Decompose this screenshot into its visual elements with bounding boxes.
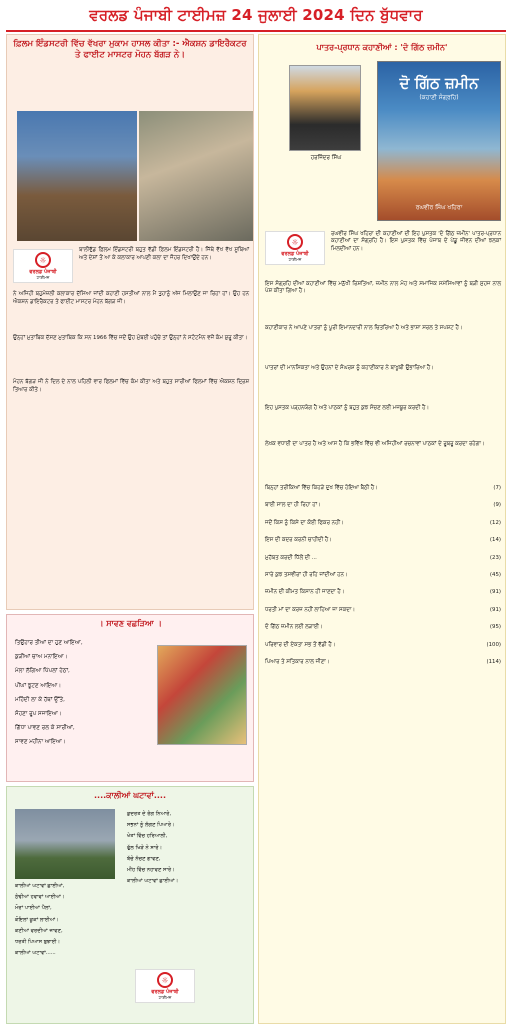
clouds-right-text <box>127 811 247 889</box>
masthead-title: ਵਰਲਡ ਪੰਜਾਬੀ ਟਾਈਮਜ਼ 24 ਜੁਲਾਈ 2024 ਦਿਨ ਬੁੱਧਵਾਰ <box>89 6 423 24</box>
quote-list-item <box>265 555 501 562</box>
masthead-rule <box>6 30 506 32</box>
poem-line: ਕੁੜੀਆਂ ਚਾਅ ਮਨਾਇਆ। <box>15 654 68 661</box>
publisher-logo-sub: ਟਾਈਮਜ਼ <box>288 257 302 262</box>
clouds-title: ....ਕਾਲੀਆਂ ਘਟਾਵਾਂ.... <box>93 791 167 800</box>
quote-list-text: ਧਰਤੀ ਮਾਂ ਦਾ ਕਰਜ਼ ਨਹੀਂ ਲਾਹਿਆ ਜਾ ਸਕਦਾ। <box>265 606 355 613</box>
clouds-line: ਮੀਂਹ ਵਿੱਚ ਨਹਾਵਣ ਸਾਰੇ। <box>127 867 175 874</box>
clouds-section <box>6 786 254 1024</box>
publisher-logo-bottom <box>135 969 195 1003</box>
book-cover <box>377 61 501 221</box>
quote-list-text: ਬਾਈ ਸਾਲ ਦਾ ਹੀ ਰਿਹਾ ਹਾਂ। <box>265 502 321 509</box>
quote-list-text: ਬਿਨ੍ਹਾਂ ਤਰੀਕਿਆਂ ਵਿੱਚ ਕਿਹੜੇ ਦੁਖ ਵਿੱਚ ਹੋਇਆ ਬੈਠੀ ਹੈ। <box>265 485 378 491</box>
right-column-headline: ਪਾਤਰ-ਪ੍ਰਧਾਨ ਕਹਾਣੀਆਂ : 'ਦੋ ਗਿੱਠ ਜ਼ਮੀਨ' <box>316 43 448 52</box>
quote-list-item <box>265 642 501 649</box>
poem-line: ਸਾਵਣ ਮਹੀਨਾ ਆਇਆ। <box>15 739 66 746</box>
quote-list-number: (45) <box>489 572 501 579</box>
publisher-logo-title: ਵਰਲਡ ਪੰਜਾਬੀ <box>151 989 179 995</box>
publisher-logo <box>13 249 73 283</box>
publisher-logo-title: ਵਰਲਡ ਪੰਜਾਬੀ <box>29 269 57 275</box>
poem-title: । ਸਾਵਣ ਵਛੜਿਆ । <box>98 619 162 628</box>
poem-illustration <box>157 645 247 745</box>
quote-list-number: (91) <box>489 606 501 613</box>
publisher-logo-title: ਵਰਲਡ ਪੰਜਾਬੀ <box>281 251 309 257</box>
masthead <box>0 0 512 30</box>
clouds-line: ਕੋਇਲਾਂ ਕੂਕਾਂ ਲਾਈਆਂ। <box>15 916 59 923</box>
poem-line: ਗਿੱਧਾ ਪਾਵਣ ਰਲ ਕੇ ਸਾਰੀਆਂ, <box>15 725 75 732</box>
quote-list-number: (12) <box>489 519 501 526</box>
clouds-line: ਕਣੀਆਂ ਵਰਦੀਆਂ ਜਾਵਣ, <box>15 927 63 934</box>
left-article-para-2: ਨੇ ਅਜਿਹੀ ਬਹੁਮੰਜ਼ਲੀ ਕਲਾਕਾਰ ਦੱਸਿਆ ਜਾਂਦੀ ਕਹਾਣੀ ਹਸਤੀਆਂ ਨਾਲ ਮੈਂ ਤੁਹਾਨੂੰ ਅੱਜ ਮਿਲਾਉਣ ਜਾ ਰਿਹਾ ਹਾਂ। ਉਹ ਹਨ ਐਕਸ਼ਨ ਡਾਇਰੈਕਟਰ ਤੇ ਫਾਈਟ ਮਾਸਟਰ ਮੋਹਨ ਬੱਗੜ ਜੀ। <box>13 291 249 305</box>
quote-list-number: (23) <box>489 554 501 561</box>
quote-list-item <box>265 572 501 579</box>
right-para-6: ਲੇਖਕ ਵਧਾਈ ਦਾ ਪਾਤਰ ਹੈ ਅਤੇ ਆਸ ਹੈ ਕਿ ਭਵਿੱਖ ਵਿੱਚ ਵੀ ਅਜਿਹੀਆਂ ਰਚਨਾਵਾਂ ਪਾਠਕਾਂ ਦੇ ਰੂਬਰੂ ਕਰਦਾ ਰਹੇਗਾ। <box>265 441 485 447</box>
left-article-para-3: ਉਨ੍ਹਾਂ ਮੁਤਾਬਿਕ ਦੱਸਣ ਮੁਤਾਬਿਕ ਕਿ ਸਨ 1966 ਵਿੱਚ ਜਦੋਂ ਉਹ ਮੁੰਬਈ ਪਹੁੰਚੇ ਤਾਂ ਉਨ੍ਹਾਂ ਨੇ ਸਟੰਟਮੈਨ ਵਜੋਂ ਕੰਮ ਸ਼ੁਰੂ ਕੀਤਾ। <box>13 335 248 341</box>
right-para-2: ਇਸ ਸੰਗ੍ਰਹਿ ਦੀਆਂ ਕਹਾਣੀਆਂ ਵਿੱਚ ਮਨੁੱਖੀ ਰਿਸ਼ਤਿਆਂ, ਜ਼ਮੀਨ ਨਾਲ ਮੋਹ ਅਤੇ ਸਮਾਜਿਕ ਸਮੱਸਿਆਵਾਂ ਨੂੰ ਬੜੀ ਸੁਹਜ ਨਾਲ ਪੇਸ਼ ਕੀਤਾ ਗਿਆ ਹੈ। <box>265 281 501 295</box>
left-article-headline: ਫ਼ਿਲਮ ਇੰਡਸਟਰੀ ਵਿੱਚ ਵੱਖਰਾ ਮੁਕਾਮ ਹਾਸਲ ਕੀਤਾ :- ਐਕਸ਼ਨ ਡਾਇਰੈਕਟਰ ਤੇ ਫਾਈਟ ਮਾਸਟਰ ਮੋਹਨ ਬੱਗੜ ਨੇ। <box>13 39 247 60</box>
left-article <box>6 34 254 610</box>
quote-list-item <box>265 502 501 509</box>
clouds-line: ਕਾਲੀਆਂ ਘਟਾਵਾਂ ਛਾਈਆਂ, <box>15 883 65 889</box>
book-author: ਰਘਵੀਰ ਸਿੰਘ ਖਹਿਰਾ <box>415 204 463 211</box>
quote-list-number: (114) <box>486 659 501 666</box>
poem-line: ਪੀਂਘਾਂ ਝੂਟਣ ਆਇਆ। <box>15 682 62 689</box>
poem-line: ਮੇਲਾ ਲੱਗਿਆ ਪਿੱਪਲਾਂ ਹੇਠਾਂ, <box>15 668 70 675</box>
quote-list-number: (100) <box>486 641 501 648</box>
right-para-1: ਰਘਵੀਰ ਸਿੰਘ ਖਹਿਰਾ ਦੀ ਕਹਾਣੀਆਂ ਦੀ ਇਹ ਪੁਸਤਕ 'ਦੋ ਗਿੱਠ ਜ਼ਮੀਨ' ਪਾਤਰ-ਪ੍ਰਧਾਨ ਕਹਾਣੀਆਂ ਦਾ ਸੰਗ੍ਰਹਿ ਹੈ। ਇਸ ਪੁਸਤਕ ਵਿੱਚ ਪੰਜਾਬ ਦੇ ਪੇਂਡੂ ਜੀਵਨ ਦੀਆਂ ਝਲਕਾਂ ਮਿਲਦੀਆਂ ਹਨ। <box>331 231 501 252</box>
quote-list-item <box>265 659 501 666</box>
clouds-line: ਮੋਰਾਂ ਪਾਈਆਂ ਪੈਲਾਂ, <box>15 905 52 912</box>
portrait-photo <box>17 111 137 241</box>
quote-list-number: (95) <box>489 624 501 631</box>
quote-list-item <box>265 624 501 631</box>
quote-list-number: (9) <box>493 502 501 509</box>
clouds-line: ਖੇਤਾਂ ਵਿੱਚ ਹਰਿਆਲੀ, <box>127 833 168 840</box>
quote-list-number: (91) <box>489 589 501 596</box>
poem-line: ਤਿਉਹਾਰ ਤੀਆਂ ਦਾ ਹੁਣ ਆਇਆ, <box>15 640 83 646</box>
clouds-line: ਫੁੱਲ ਖਿੜੇ ਨੇ ਸਾਰੇ। <box>127 844 163 851</box>
publisher-logo-sub: ਟਾਈਮਜ਼ <box>158 995 172 1000</box>
quote-list-item <box>265 607 501 614</box>
publisher-logo-icon: ☼ <box>157 972 173 988</box>
publisher-logo-right <box>265 231 325 265</box>
quote-list-text: ਇਸ ਦੀ ਕਦਰ ਕਰਨੀ ਚਾਹੀਦੀ ਹੈ। <box>265 537 332 544</box>
quote-list-item <box>265 485 501 492</box>
collage-photo <box>139 111 253 241</box>
clouds-left-text <box>15 883 115 961</box>
quote-list-text: ਜ਼ਮੀਨ ਦੀ ਕੀਮਤ ਕਿਸਾਨ ਹੀ ਜਾਣਦਾ ਹੈ। <box>265 589 345 596</box>
quote-list-item <box>265 537 501 544</box>
quote-list-text: ਪਿਆਰ ਤੇ ਸਤਿਕਾਰ ਨਾਲ ਜੀਣਾ। <box>265 659 330 666</box>
clouds-line: ਸਭਨਾਂ ਨੂੰ ਲੱਗਣ ਪਿਆਰੇ। <box>127 822 175 829</box>
clouds-line: ਕਾਲੀਆਂ ਘਟਾਵਾਂ...... <box>15 950 56 957</box>
publisher-logo-icon: ☼ <box>287 234 303 250</box>
quote-list-text: ਪਰਿਵਾਰ ਦੀ ਏਕਤਾ ਸਭ ਤੋਂ ਵੱਡੀ ਹੈ। <box>265 641 336 648</box>
book-subtitle: (ਕਹਾਣੀ ਸੰਗ੍ਰਹਿ) <box>419 94 459 101</box>
left-article-para-1: ਬਾਲੀਵੁੱਡ ਫ਼ਿਲਮ ਇੰਡਸਟਰੀ ਬਹੁਤ ਵੱਡੀ ਫ਼ਿਲਮ ਇੰਡਸਟਰੀ ਹੈ। ਜਿੱਥੇ ਵੱਖ ਵੱਖ ਸੂਬਿਆਂ ਅਤੇ ਦੇਸ਼ਾਂ ਤੋਂ ਆ ਕੇ ਕਲਾਕਾਰ ਆਪਣੀ ਕਲਾ ਦਾ ਜੌਹਰ ਦਿਖਾਉਂਦੇ ਹਨ। <box>79 247 249 261</box>
clouds-photo <box>15 809 115 879</box>
author-photo <box>289 65 361 151</box>
quote-list-text: ਸਾਰੇ ਕੁਝ ਤਸਵੀਰਾਂ ਹੀ ਰਹਿ ਜਾਂਦੀਆਂ ਹਨ। <box>265 572 348 579</box>
book-title: ਦੋ ਗਿੱਠ ਜ਼ਮੀਨ <box>399 74 479 92</box>
right-column <box>258 34 506 1024</box>
poem-line: ਸੋਹਣਾ ਰੂਪ ਸਜਾਇਆ। <box>15 711 62 718</box>
poem-text <box>15 639 145 753</box>
quote-list-item <box>265 520 501 527</box>
clouds-line: ਕੁਦਰਤ ਦੇ ਰੰਗ ਨਿਆਰੇ, <box>127 811 172 817</box>
clouds-line: ਕਾਲੀਆਂ ਘਟਾਵਾਂ ਛਾਈਆਂ। <box>127 878 179 885</box>
right-para-4: ਪਾਤਰਾਂ ਦੀ ਮਾਨਸਿਕਤਾ ਅਤੇ ਉਹਨਾਂ ਦੇ ਸੰਘਰਸ਼ ਨੂੰ ਕਹਾਣੀਕਾਰ ਨੇ ਬਾਖੂਬੀ ਉਭਾਰਿਆ ਹੈ। <box>265 365 434 371</box>
right-para-3: ਕਹਾਣੀਕਾਰ ਨੇ ਆਪਣੇ ਪਾਤਰਾਂ ਨੂੰ ਪੂਰੀ ਇਮਾਨਦਾਰੀ ਨਾਲ ਚਿਤਰਿਆ ਹੈ ਅਤੇ ਭਾਸ਼ਾ ਸਰਲ ਤੇ ਸਪਸ਼ਟ ਹੈ। <box>265 325 463 331</box>
quote-list-item <box>265 589 501 596</box>
quote-list <box>265 485 501 676</box>
clouds-line: ਬੱਚੇ ਨੱਚਣ ਗਾਵਣ, <box>127 855 161 862</box>
publisher-logo-icon: ☼ <box>35 252 51 268</box>
clouds-line: ਧਰਤੀ ਪਿਆਸ ਬੁਝਾਈ। <box>15 939 61 946</box>
quote-list-text: ਮੁਹੱਬਤ ਕਰਦੀ ਧਿੱਲੋਂ ਦੀ ... <box>265 554 317 561</box>
quote-list-number: (14) <box>489 537 501 544</box>
quote-list-text: ਦੋ ਗਿੱਠ ਜ਼ਮੀਨ ਲਈ ਲੜਾਈ। <box>265 624 323 631</box>
author-caption: ਹਰਜਿੰਦਰ ਸਿੰਘ <box>310 155 342 161</box>
left-article-para-4: ਮੋਹਨ ਬੱਗੜ ਜੀ ਨੇ ਦਿਲ ਦੇ ਨਾਲ ਪਹਿਲੀ ਵਾਰ ਫਿਲਮਾਂ ਵਿੱਚ ਕੰਮ ਕੀਤਾ ਅਤੇ ਬਹੁਤ ਸਾਰੀਆਂ ਫਿਲਮਾਂ ਵਿੱਚ ਐਕਸ਼ਨ ਦ੍ਰਿਸ਼ ਤਿਆਰ ਕੀਤੇ। <box>13 379 249 393</box>
quote-list-text: ਜਦੋਂ ਕਿਸ ਨੂੰ ਕਿਸੇ ਦਾ ਕੋਈ ਫਿਕਰ ਨਹੀਂ। <box>265 519 344 526</box>
publisher-logo-sub: ਟਾਈਮਜ਼ <box>36 275 50 280</box>
clouds-line: ਠੰਢੀਆਂ ਹਵਾਵਾਂ ਆਈਆਂ। <box>15 894 65 901</box>
poem-section <box>6 614 254 782</box>
right-para-5: ਇਹ ਪੁਸਤਕ ਪੜ੍ਹਨਯੋਗ ਹੈ ਅਤੇ ਪਾਠਕਾਂ ਨੂੰ ਬਹੁਤ ਕੁਝ ਸੋਚਣ ਲਈ ਮਜਬੂਰ ਕਰਦੀ ਹੈ। <box>265 405 430 411</box>
quote-list-number: (7) <box>493 485 501 491</box>
poem-line: ਮਹਿੰਦੀ ਲਾ ਕੇ ਹੱਥਾਂ ਉੱਤੇ, <box>15 696 65 703</box>
